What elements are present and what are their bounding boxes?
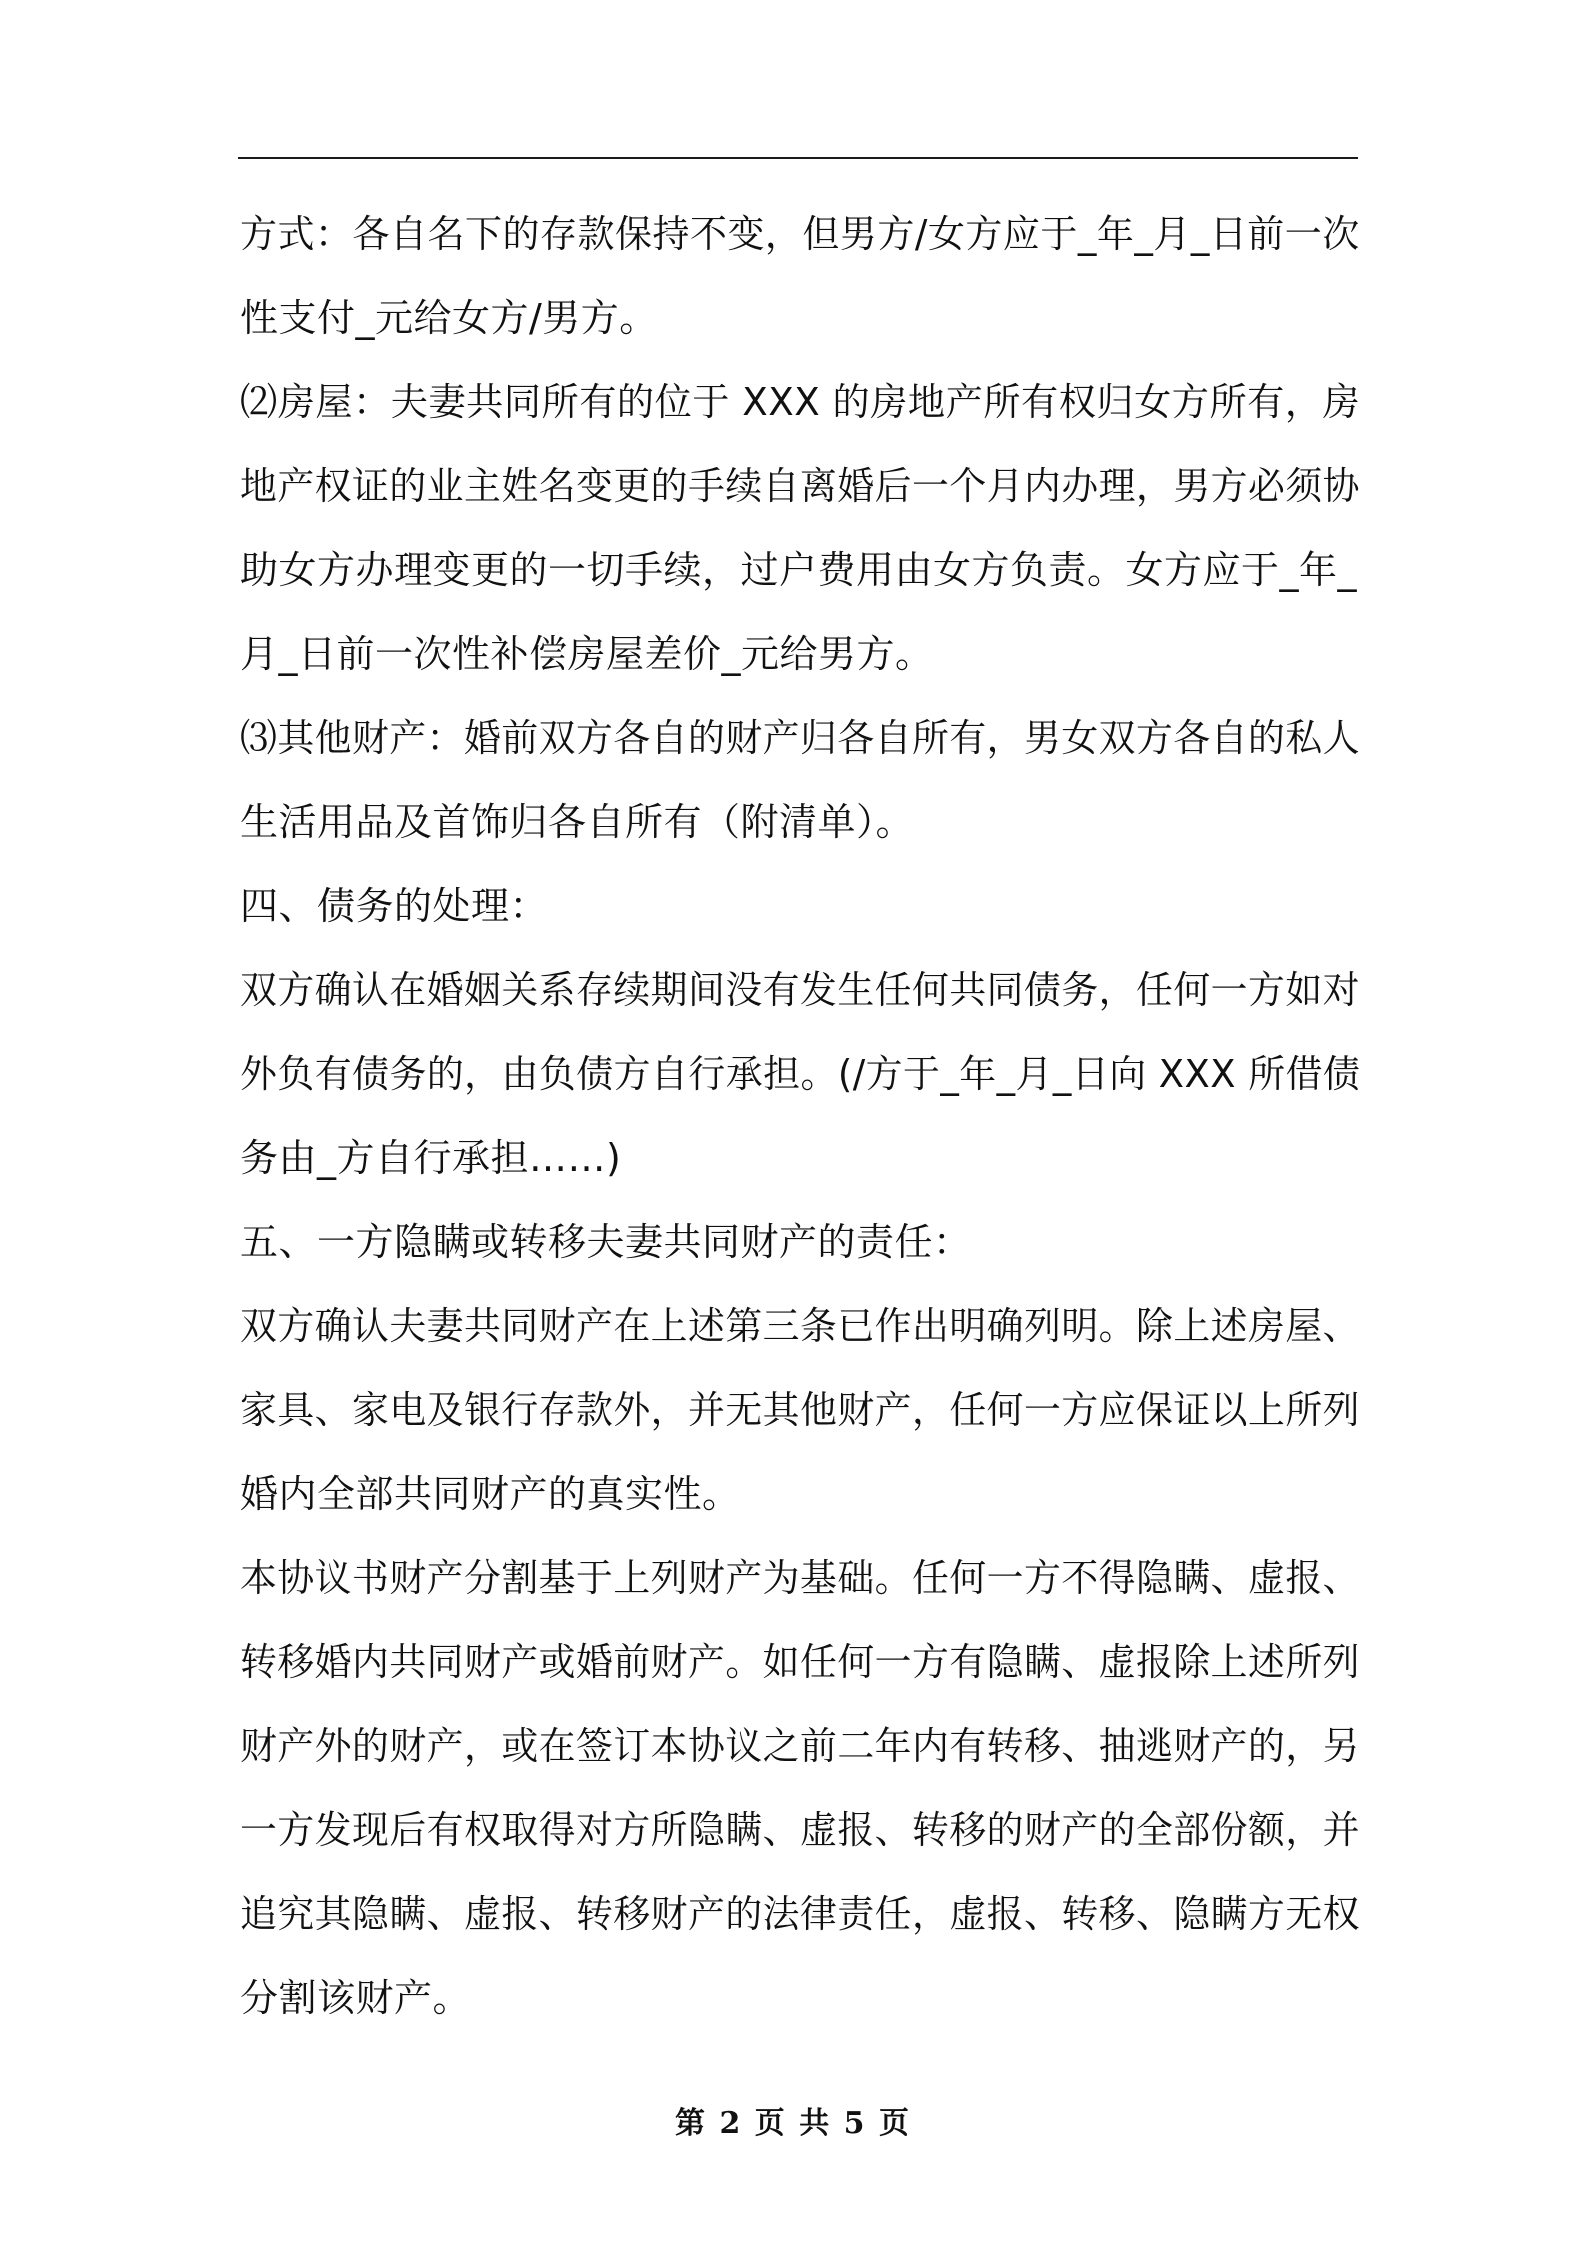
text-line: ⑵房屋：夫妻共同所有的位于 XXX 的房地产所有权归女方所有，房 [240,380,1361,424]
page-number: 第 2 页 共 5 页 [675,2106,911,2141]
text-line: 方式：各自名下的存款保持不变，但男方/女方应于_年_月_日前一次 [240,212,1360,256]
text-line: 双方确认夫妻共同财产在上述第三条已作出明确列明。除上述房屋、 [240,1304,1361,1348]
text-line: 分割该财产。 [240,1976,472,2020]
text-line: 生活用品及首饰归各自所有（附清单）。 [240,800,915,844]
section-heading: 四、债务的处理： [240,884,549,928]
header-rule [238,157,1358,159]
text-line: ⑶其他财产：婚前双方各自的财产归各自所有，男女双方各自的私人 [240,716,1361,760]
section-heading: 五、一方隐瞒或转移夫妻共同财产的责任： [240,1220,972,1264]
text-line: 转移婚内共同财产或婚前财产。如任何一方有隐瞒、虚报除上述所列 [240,1640,1361,1684]
text-line: 地产权证的业主姓名变更的手续自离婚后一个月内办理，男方必须协 [240,464,1361,508]
text-line: 外负有债务的，由负债方自行承担。(/方于_年_月_日向 XXX 所借债 [240,1052,1361,1096]
text-line: 婚内全部共同财产的真实性。 [240,1472,741,1516]
text-line: 一方发现后有权取得对方所隐瞒、虚报、转移的财产的全部份额，并 [240,1808,1361,1852]
text-line: 月_日前一次性补偿房屋差价_元给男方。 [240,632,934,676]
text-line: 家具、家电及银行存款外，并无其他财产，任何一方应保证以上所列 [240,1388,1361,1432]
text-line: 双方确认在婚姻关系存续期间没有发生任何共同债务，任何一方如对 [240,968,1361,1012]
text-line: 务由_方自行承担……) [240,1136,622,1180]
text-line: 追究其隐瞒、虚报、转移财产的法律责任，虚报、转移、隐瞒方无权 [240,1892,1361,1936]
text-line: 助女方办理变更的一切手续，过户费用由女方负责。女方应于_年_ [240,548,1358,592]
text-line: 财产外的财产，或在签订本协议之前二年内有转移、抽逃财产的，另 [240,1724,1361,1768]
text-line: 本协议书财产分割基于上列财产为基础。任何一方不得隐瞒、虚报、 [240,1556,1361,1600]
text-line: 性支付_元给女方/男方。 [240,296,658,340]
